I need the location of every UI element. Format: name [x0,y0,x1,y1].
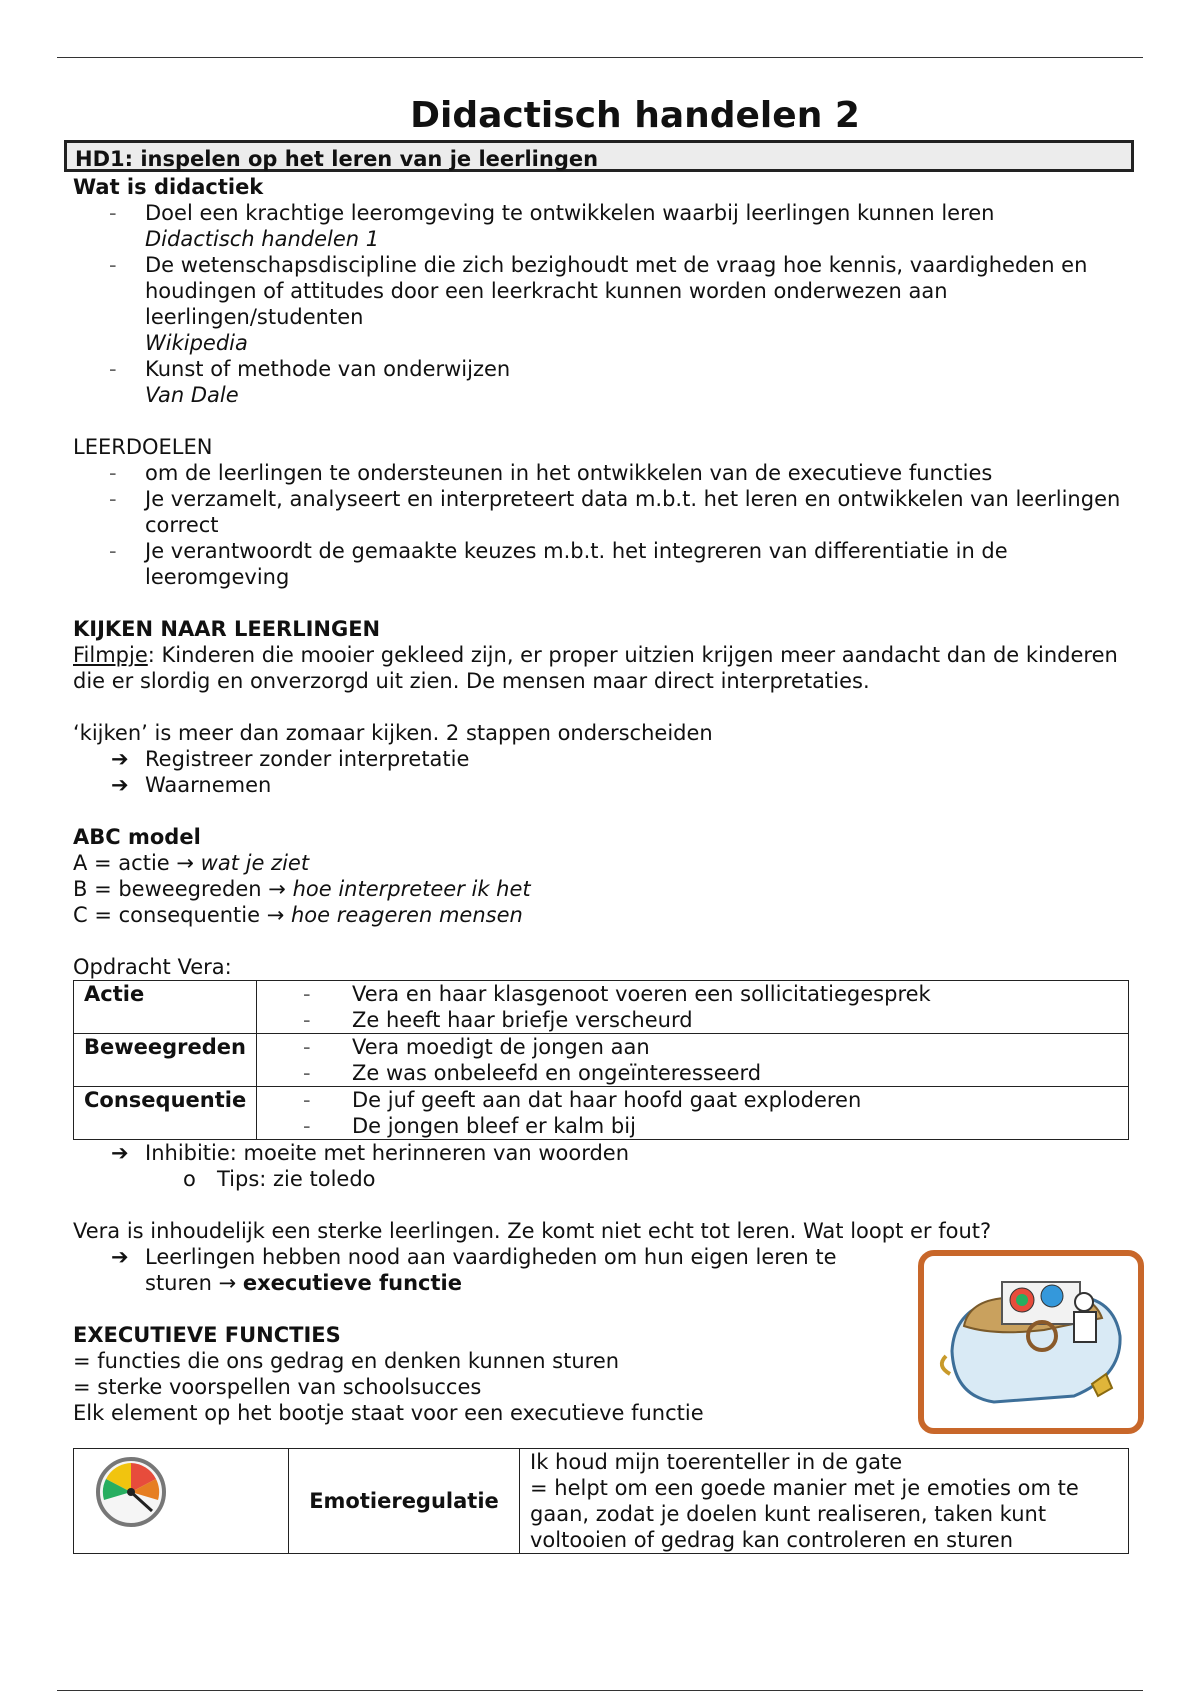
gauge-cell [74,1449,289,1554]
gauge-icon [94,1455,168,1529]
executieve-line: Elk element op het bootje staat voor een executieve functie [73,1401,704,1425]
list-item: - om de leerlingen te ondersteunen in het ontwikkelen van de executieve functies [73,460,1133,486]
list-item: ➔ Leerlingen hebben nood aan vaardigheden om hun eigen leren te sturen → executieve functie [111,1245,837,1295]
bottom-rule [57,1690,1143,1691]
arrow-right-icon: ➔ [111,773,129,797]
table-row [74,1087,1129,1140]
film-label: Filmpje [73,643,148,667]
circle-bullet-icon: o [183,1167,196,1191]
abc-row: B = beweegreden → hoe interpreteer ik het [73,877,531,901]
kijken-heading: KIJKEN NAAR LEERLINGEN [73,617,381,641]
abc-heading: ABC model [73,825,201,849]
arrow-right-icon: ➔ [111,1141,129,1165]
row-label: Consequentie [74,1087,257,1140]
arrow-right-icon: → [266,903,291,927]
emotie-label: Emotieregulatie [289,1449,520,1554]
row-content: - Vera en haar klasgenoot voeren een sollicitatiegesprek - Ze heeft haar briefje verscheurd [257,981,1129,1034]
chapter-heading: HD1: inspelen op het leren van je leerlingen [64,140,1134,172]
list-item: - Doel een krachtige leeromgeving te ontwikkelen waarbij leerlingen kunnen leren Didactisch handelen 1 [73,200,1133,252]
didactiek-heading: Wat is didactiek [73,175,264,199]
main-content [73,174,1133,1426]
source-citation: Wikipedia [145,331,248,355]
film-paragraph: Filmpje: Kinderen die mooier gekleed zijn, er proper uitzien krijgen meer aandacht dan de kinderen die er slordig en onverzorgd uit zien. De mensen maar direct interpretaties. [73,643,1118,693]
row-label: Actie [74,981,257,1034]
page-title: Didactisch handelen 2 [410,95,860,136]
row-content: - De juf geeft aan dat haar hoofd gaat exploderen - De jongen bleef er kalm bij [257,1087,1129,1140]
table-row [74,1449,1129,1554]
top-rule [57,57,1143,58]
didactiek-list [73,200,1133,408]
list-item: - Kunst of methode van onderwijzen Van Dale [73,356,1133,408]
list-item: - Je verantwoordt de gemaakte keuzes m.b.t. het integreren van differentiatie in de leeromgeving [73,538,1133,590]
list-item: ➔ Waarnemen [111,773,272,797]
leerdoelen-list [73,460,1133,590]
row-label: Beweegreden [74,1034,257,1087]
executieve-line: = sterke voorspellen van schoolsucces [73,1375,482,1399]
source-citation: Van Dale [145,383,239,407]
arrow-right-icon: ➔ [111,1245,129,1269]
abc-row: A = actie → wat je ziet [73,851,310,875]
arrow-right-icon: → [218,1271,243,1295]
emotie-table [73,1448,1129,1554]
leerdoelen-heading: LEERDOELEN [73,435,213,459]
list-item: o Tips: zie toledo [183,1167,376,1191]
list-item: ➔ Registreer zonder interpretatie [111,747,470,771]
emotie-description: Ik houd mijn toerenteller in de gate = helpt om een goede manier met je emoties om te gaan, zodat je doelen kunt realiseren, taken kunt voltooien of gedrag kan controleren en sturen [520,1449,1129,1554]
arrow-right-icon: → [268,877,293,901]
executieve-line: = functies die ons gedrag en denken kunnen sturen [73,1349,620,1373]
list-item: - Je verzamelt, analyseert en interpreteert data m.b.t. het leren en ontwikkelen van leerlingen correct [73,486,1133,538]
boat-illustration [918,1250,1144,1434]
arrow-right-icon: → [176,851,201,875]
opdracht-label: Opdracht Vera: [73,955,232,979]
row-content: - Vera moedigt de jongen aan - Ze was onbeleefd en ongeïnteresseerd [257,1034,1129,1087]
source-citation: Didactisch handelen 1 [145,227,380,251]
table-row [74,1034,1129,1087]
table-row [74,981,1129,1034]
kijken-intro: ‘kijken’ is meer dan zomaar kijken. 2 stappen onderscheiden [73,721,713,745]
opdracht-table [73,980,1129,1140]
arrow-right-icon: ➔ [111,747,129,771]
executieve-heading: EXECUTIEVE FUNCTIES [73,1323,341,1347]
list-item: - De wetenschapsdiscipline die zich bezighoudt met de vraag hoe kennis, vaardigheden en houdingen of attitudes door een leerkracht kunnen worden onderwezen aan leerlingen/studenten Wikipedia [73,252,1133,356]
vera-paragraph: Vera is inhoudelijk een sterke leerlingen. Ze komt niet echt tot leren. Wat loopt er fout? [73,1219,992,1243]
list-item: ➔ Inhibitie: moeite met herinneren van woorden [111,1141,630,1165]
abc-row: C = consequentie → hoe reageren mensen [73,903,523,927]
